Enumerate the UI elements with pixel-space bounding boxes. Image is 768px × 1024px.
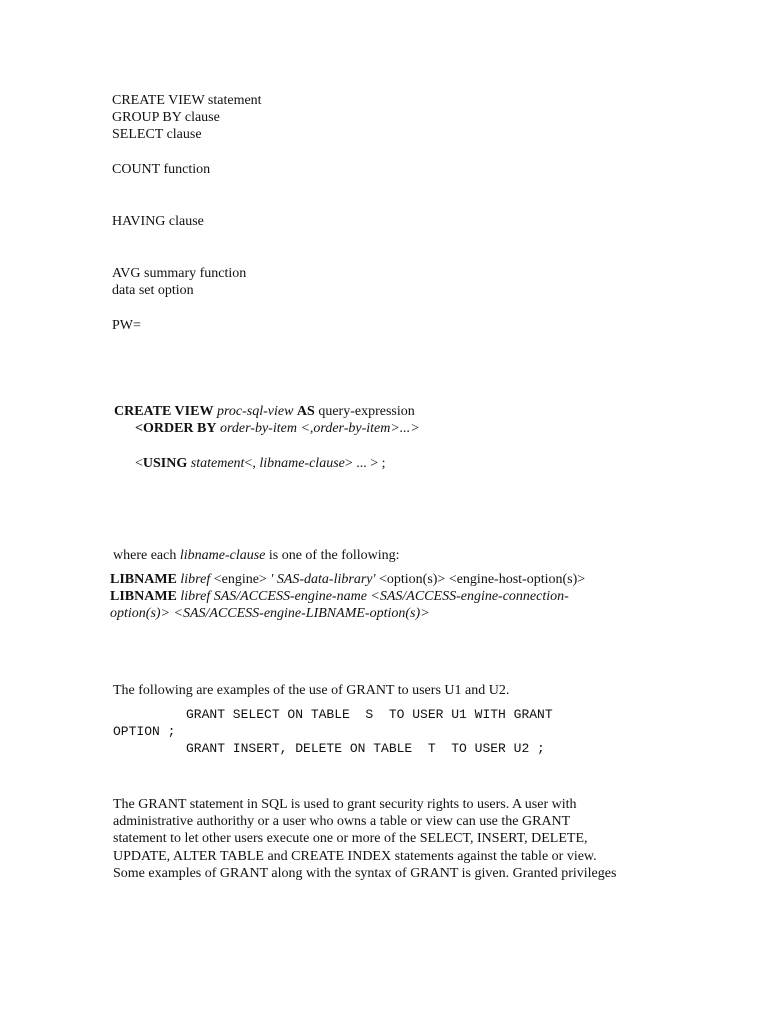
keyword-data-set-option: data set option <box>112 283 194 298</box>
libname-kw-1: LIBNAME <box>110 572 177 587</box>
grant-code-line-2: OPTION ; <box>113 724 176 739</box>
syntax-using-clause: libname-clause <box>259 456 345 471</box>
syntax-order-rest: <,order-by-item>...> <box>300 421 420 436</box>
syntax-query: query-expression <box>318 404 415 419</box>
libname-form-1 <box>110 571 585 588</box>
libname-intro <box>113 547 400 564</box>
libname-form-2-cont <box>110 605 430 622</box>
libname-intro-term: libname-clause <box>179 548 266 563</box>
libname-form2-libref: libref <box>180 589 211 604</box>
syntax-using-line <box>135 455 386 472</box>
libname-form-2 <box>110 588 569 605</box>
keyword-group-by: GROUP BY clause <box>112 110 220 125</box>
grant-paragraph-line-1: The GRANT statement in SQL is used to grant security rights to users. A user with <box>113 797 577 812</box>
syntax-order-item: order-by-item <box>220 421 297 436</box>
libname-kw-2: LIBNAME <box>110 589 177 604</box>
syntax-using-mid: <, <box>244 456 260 471</box>
grant-paragraph-line-4: UPDATE, ALTER TABLE and CREATE INDEX statements against the table or view. <box>113 849 597 864</box>
grant-paragraph-line-3: statement to let other users execute one or more of the SELECT, INSERT, DELETE, <box>113 831 588 846</box>
syntax-order-open: < <box>135 421 143 436</box>
syntax-view-name: proc-sql-view <box>216 404 294 419</box>
syntax-using-rest: > ... > ; <box>344 456 386 471</box>
keyword-having: HAVING clause <box>112 214 204 229</box>
libname-intro-after: is one of the following: <box>265 548 400 563</box>
keyword-pw: PW= <box>112 318 141 333</box>
syntax-order-by-kw: ORDER BY <box>142 421 217 436</box>
keyword-count: COUNT function <box>112 162 211 177</box>
libname-form1-opts: <option(s)> <engine-host-option(s)> <box>375 572 586 587</box>
syntax-as-kw: AS <box>296 404 315 419</box>
libname-form2-engine: SAS/ACCESS-engine-name <box>213 589 367 604</box>
libname-form1-libref: libref <box>180 572 211 587</box>
grant-code-line-3: GRANT INSERT, DELETE ON TABLE T TO USER U2 ; <box>186 741 545 756</box>
syntax-using-kw: USING <box>142 456 188 471</box>
syntax-using-stmt: statement <box>190 456 245 471</box>
libname-form1-lib: ' SAS-data-library' <box>270 572 376 587</box>
syntax-create-view-kw: CREATE VIEW <box>114 404 214 419</box>
libname-form2-conn: <SAS/ACCESS-engine-connection- <box>366 589 569 604</box>
syntax-create-view-line <box>114 403 415 420</box>
keyword-create-view: CREATE VIEW statement <box>112 93 262 108</box>
keyword-avg: AVG summary function <box>112 266 247 281</box>
libname-intro-before: where each <box>113 548 180 563</box>
grant-paragraph-line-2: administrative authorithy or a user who owns a table or view can use the GRANT <box>113 814 571 829</box>
syntax-order-by-line <box>135 420 420 437</box>
grant-code-line-1: GRANT SELECT ON TABLE S TO USER U1 WITH GRANT <box>186 707 553 722</box>
syntax-using-open: < <box>135 456 143 471</box>
grant-intro: The following are examples of the use of GRANT to users U1 and U2. <box>113 683 510 698</box>
libname-form1-engine: <engine> <box>210 572 271 587</box>
keyword-select: SELECT clause <box>112 127 202 142</box>
libname-form2-cont: option(s)> <SAS/ACCESS-engine-LIBNAME-option(s)> <box>110 606 430 621</box>
grant-paragraph-line-5: Some examples of GRANT along with the syntax of GRANT is given. Granted privileges <box>113 866 617 881</box>
